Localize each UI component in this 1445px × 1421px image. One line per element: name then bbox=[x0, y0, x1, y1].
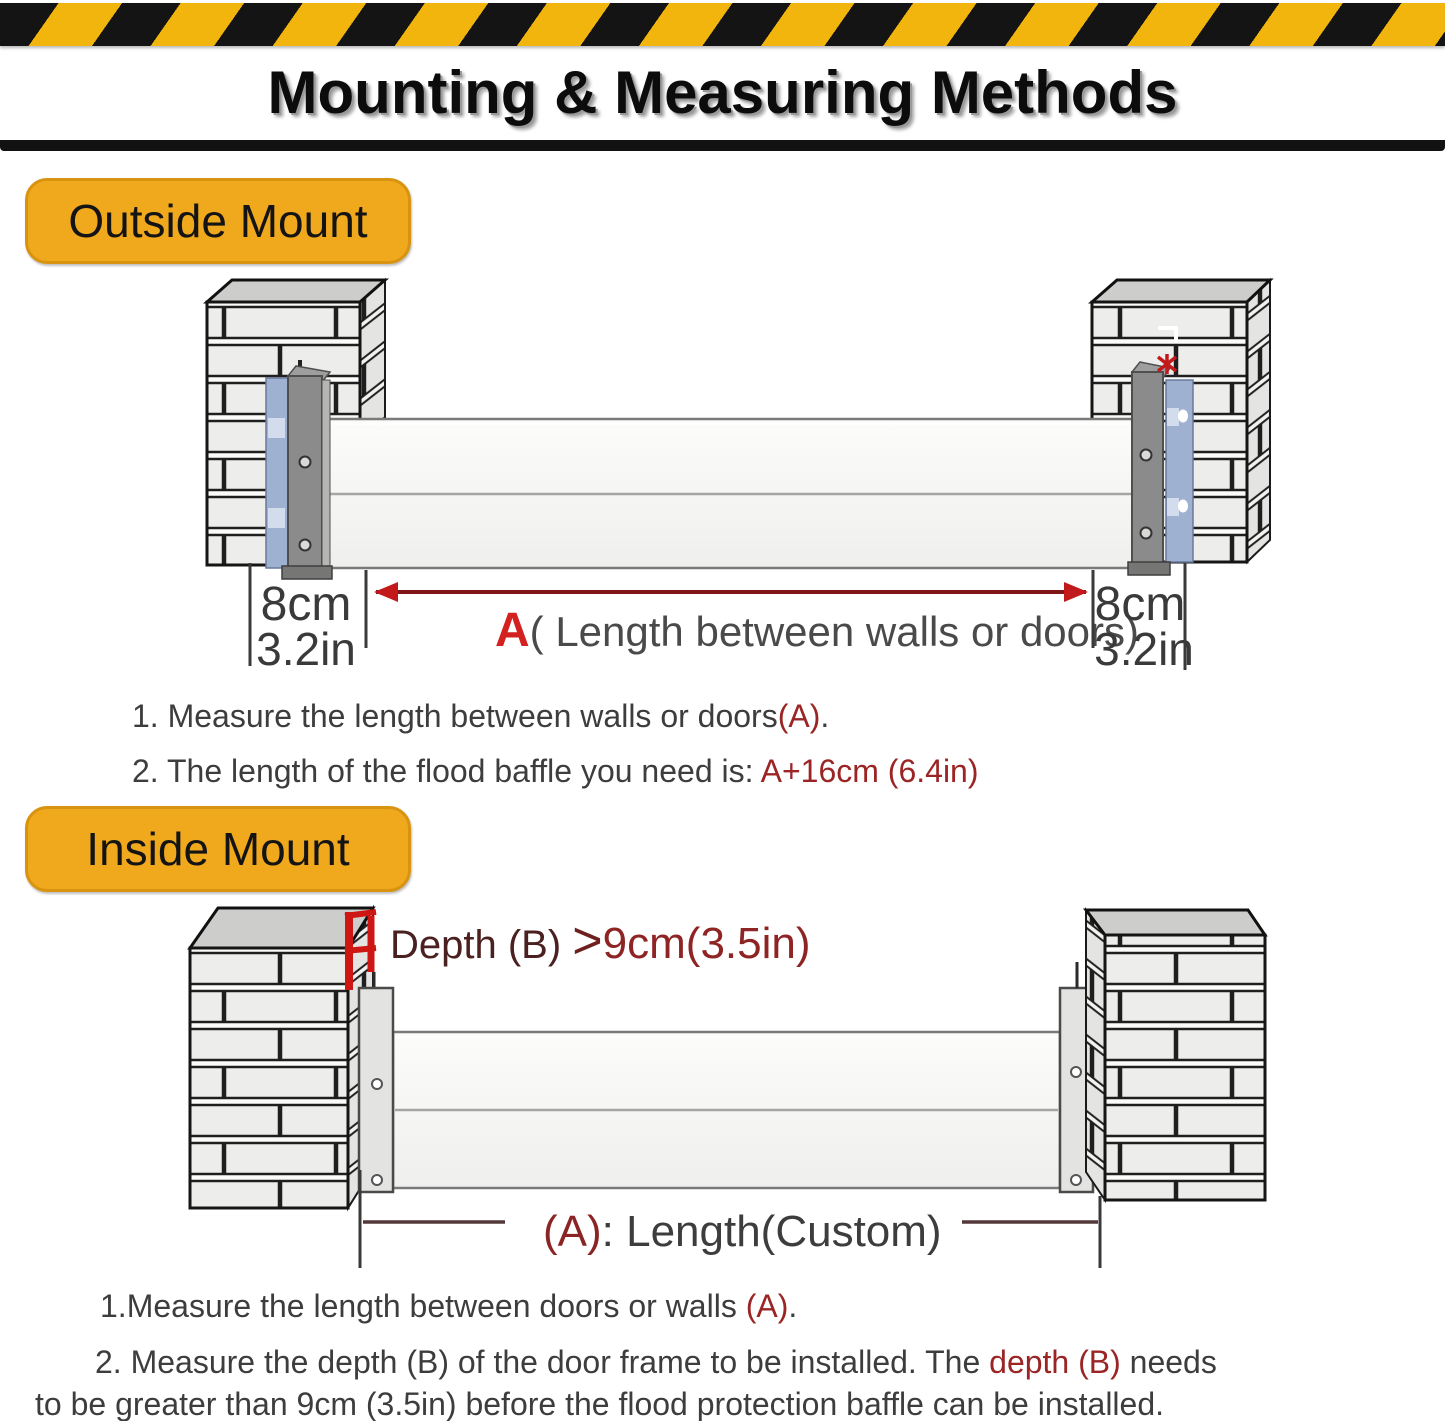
outside-measurements bbox=[250, 563, 1194, 675]
page-title: Mounting & Measuring Methods bbox=[267, 59, 1178, 126]
left-pillar-top-face bbox=[207, 280, 385, 302]
left-channel-edge bbox=[322, 380, 330, 570]
outside-mount-label-text: Outside Mount bbox=[68, 195, 368, 247]
inside-mount-diagram bbox=[0, 900, 1445, 1285]
length-letter-A: (A) bbox=[543, 1207, 602, 1256]
right-pillar-top-face bbox=[1092, 280, 1270, 302]
greater-than-sign: > bbox=[572, 912, 603, 970]
right-pillar-front-face bbox=[1105, 935, 1265, 1200]
outside-instruction-1 bbox=[132, 698, 829, 735]
right-channel-bar bbox=[1132, 372, 1163, 570]
left-seal-mark-bottom bbox=[268, 508, 285, 528]
outside-instruction-1-text: 1. Measure the length between walls or doors bbox=[132, 698, 778, 734]
right-pillar-side-face bbox=[1247, 280, 1270, 562]
outside-instruction-2 bbox=[132, 753, 979, 790]
length-label-text: : Length(Custom) bbox=[601, 1207, 942, 1256]
inside-mount-label bbox=[25, 806, 411, 892]
right-channel-base bbox=[1128, 562, 1170, 575]
right-seal-mark-top bbox=[1167, 408, 1179, 426]
left-mounting-channel bbox=[266, 366, 332, 579]
length-annotation bbox=[543, 1207, 942, 1256]
inside-instruction-1-period: . bbox=[788, 1288, 798, 1324]
depth-label-text: Depth (B) bbox=[390, 923, 573, 967]
inside-instruction-1-red: (A) bbox=[745, 1288, 789, 1324]
right-screw-hole-top bbox=[1071, 1067, 1081, 1077]
inside-instruction-2-line2: to be greater than 9cm (3.5in) before the flood protection baffle can be installed. bbox=[35, 1386, 1165, 1421]
inside-flood-barrier bbox=[393, 1032, 1060, 1188]
left-inside-channel bbox=[359, 988, 393, 1192]
left-channel-bar bbox=[359, 988, 393, 1192]
span-label bbox=[495, 604, 1139, 657]
left-screw-hole-top bbox=[372, 1079, 382, 1089]
left-32in-label: 3.2in bbox=[256, 623, 356, 675]
left-seal-strip bbox=[266, 378, 288, 568]
inside-instruction-2-line1 bbox=[95, 1344, 1217, 1381]
hazard-stripe-banner bbox=[0, 3, 1445, 46]
depth-value-text: 9cm(3.5in) bbox=[602, 919, 811, 968]
left-8cm-label: 8cm bbox=[260, 578, 352, 631]
right-seal-mark-bottom bbox=[1167, 498, 1179, 516]
left-pillar-front-face bbox=[190, 948, 348, 1208]
depth-bracket-mid-rung bbox=[345, 948, 376, 951]
right-seal-strip bbox=[1166, 380, 1193, 562]
right-screw-hole-bottom bbox=[1141, 528, 1152, 539]
left-screw-hole-bottom bbox=[372, 1175, 382, 1185]
outside-mount-label bbox=[25, 178, 411, 264]
inside-mount-label-text: Inside Mount bbox=[86, 823, 350, 875]
flood-barrier-panels bbox=[325, 419, 1135, 568]
right-mounting-channel bbox=[1128, 354, 1193, 575]
span-label-text: ( Length between walls or doors) bbox=[529, 608, 1139, 655]
inside-instruction-2-text: 2. Measure the depth (B) of the door frame to be installed. The bbox=[95, 1344, 990, 1380]
inside-instruction-1 bbox=[100, 1288, 797, 1325]
left-seal-mark-top bbox=[268, 418, 285, 438]
right-pillar-top-face bbox=[1086, 910, 1265, 935]
span-arrowhead-left bbox=[374, 582, 398, 602]
left-screw-hole-bottom bbox=[300, 540, 311, 551]
span-arrowhead-right bbox=[1064, 582, 1088, 602]
title-divider-bar bbox=[0, 140, 1445, 151]
right-8cm-label: 8cm bbox=[1094, 578, 1186, 631]
right-screw-hole-bottom bbox=[1071, 1175, 1081, 1185]
inside-instruction-2-tail: needs bbox=[1120, 1344, 1217, 1380]
right-32in-label: 3.2in bbox=[1094, 623, 1194, 675]
right-pillar-side-face bbox=[1086, 910, 1105, 1200]
right-screw-hole-top bbox=[1141, 450, 1152, 461]
right-brick-pillar-inside bbox=[1086, 910, 1265, 1200]
span-letter-A: A bbox=[495, 604, 530, 657]
outside-instruction-2-text: 2. The length of the flood baffle you need is: bbox=[132, 753, 761, 789]
outside-instruction-1-red: (A) bbox=[777, 698, 821, 734]
depth-annotation bbox=[390, 912, 811, 970]
inside-instruction-2-red: depth (B) bbox=[989, 1344, 1121, 1380]
outside-mount-diagram bbox=[0, 270, 1445, 690]
inside-instruction-1-text: 1.Measure the length between doors or walls bbox=[100, 1288, 746, 1324]
left-screw-hole-top bbox=[300, 457, 311, 468]
outside-instruction-2-red: A+16cm (6.4in) bbox=[760, 753, 979, 789]
outside-instruction-1-period: . bbox=[820, 698, 830, 734]
depth-bracket-top-rung bbox=[345, 912, 376, 916]
right-seal-dot-bottom bbox=[1178, 500, 1188, 513]
right-seal-dot-top bbox=[1178, 410, 1188, 423]
